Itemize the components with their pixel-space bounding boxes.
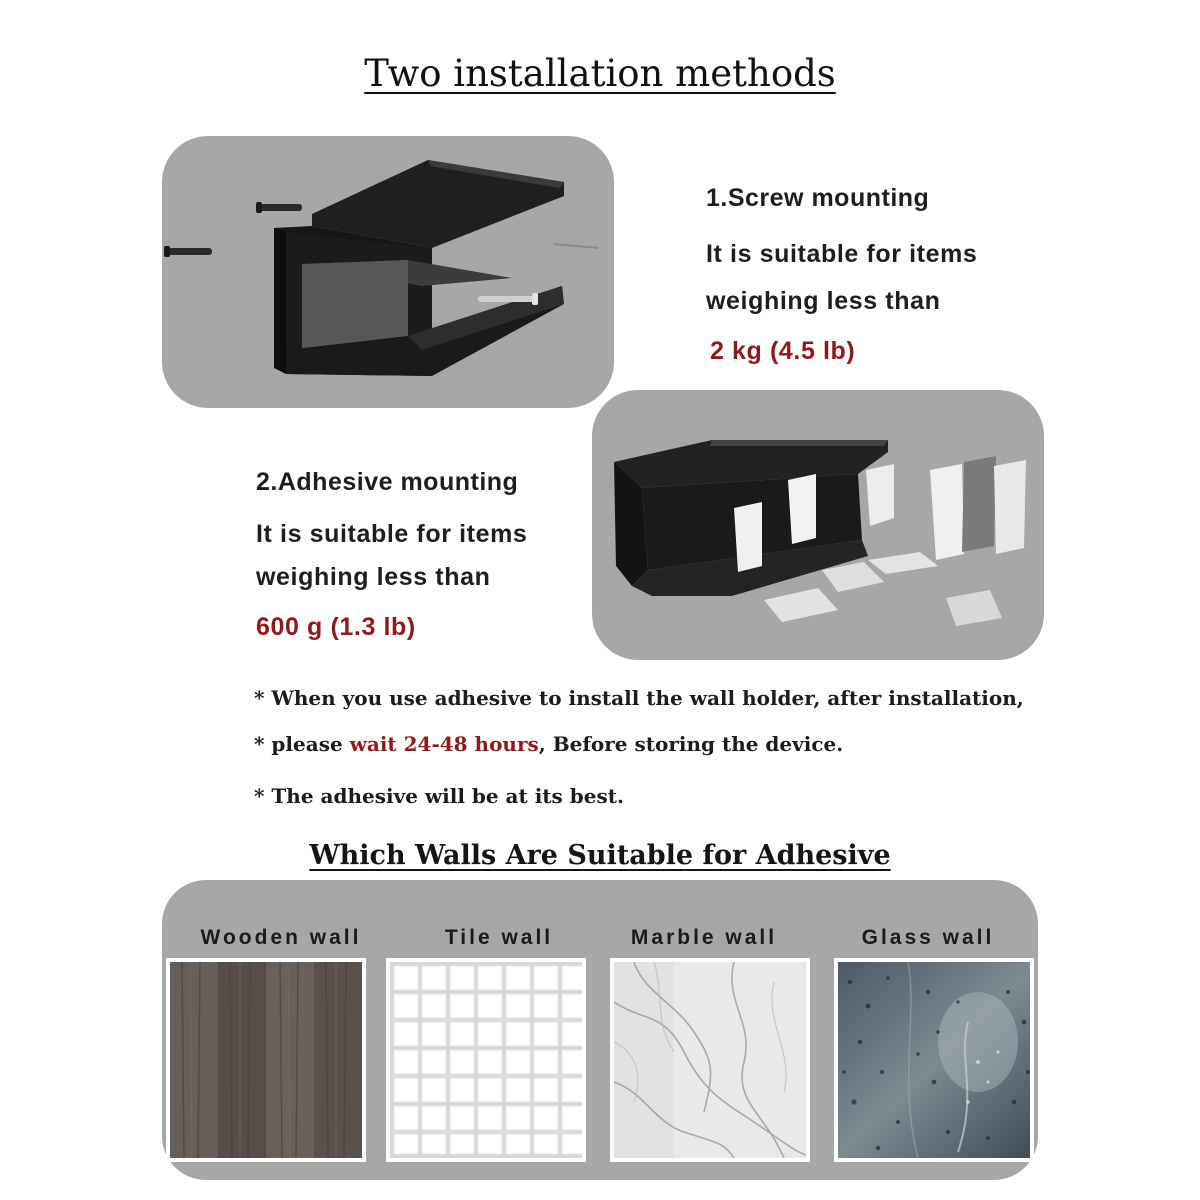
note-2 [254, 732, 843, 756]
screw-line2: weighing less than [706, 287, 941, 315]
screw-weight: 2 kg (4.5 lb) [710, 337, 856, 365]
adhesive-shelf-illustration [592, 390, 1044, 660]
marble-wall-swatch [610, 958, 810, 1162]
adhesive-heading: 2.Adhesive mounting [256, 468, 519, 496]
adhesive-line1: It is suitable for items [256, 520, 528, 548]
note-2-suffix: , Before storing the device. [538, 732, 844, 756]
note-2-highlight: wait 24-48 hours [349, 732, 539, 756]
walls-title: Which Walls Are Suitable for Adhesive [309, 840, 891, 871]
note-2-prefix: * please [254, 732, 350, 756]
screw-shelf-illustration [162, 136, 614, 408]
screw-icon [164, 246, 212, 257]
tile-wall-swatch [386, 958, 586, 1162]
wall-label-glass: Glass wall [861, 926, 995, 949]
note-1: * When you use adhesive to install the wall holder, after installation, [254, 686, 1024, 710]
wall-label-marble: Marble wall [630, 926, 778, 949]
adhesive-line2: weighing less than [256, 563, 491, 591]
page-title: Two installation methods [364, 52, 836, 95]
glass-wall-swatch [834, 958, 1034, 1162]
screw-mount-image [162, 136, 614, 408]
adhesive-mount-image [592, 390, 1044, 660]
note-3: * The adhesive will be at its best. [254, 784, 624, 808]
wooden-wall-swatch [166, 958, 366, 1162]
adhesive-weight: 600 g (1.3 lb) [256, 613, 416, 641]
screw-line1: It is suitable for items [706, 240, 978, 268]
wall-label-tile: Tile wall [444, 926, 554, 949]
screw-icon [256, 202, 302, 213]
screw-heading: 1.Screw mounting [706, 184, 930, 212]
wall-label-wooden: Wooden wall [200, 926, 362, 949]
